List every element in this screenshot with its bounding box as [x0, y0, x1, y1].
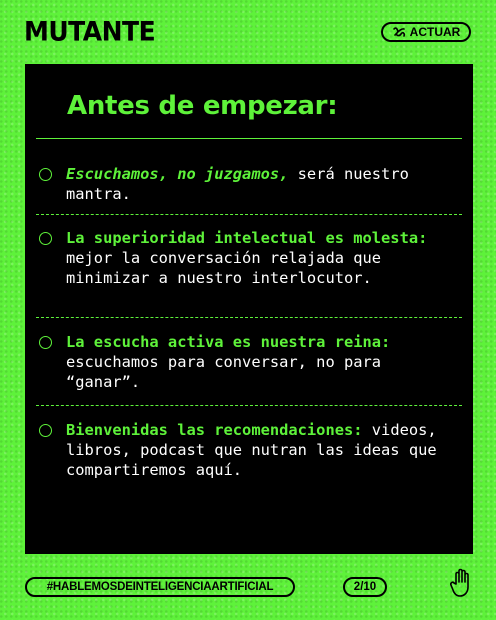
- scribble-icon: [392, 25, 406, 39]
- dashed-divider: [36, 405, 462, 406]
- circle-bullet-icon: [39, 424, 52, 437]
- list-item-highlight: Bienvenidas las recomendaciones:: [66, 421, 363, 439]
- circle-bullet-icon: [39, 336, 52, 349]
- list-item-body: escuchamos para conversar, no para “ganar”.: [66, 353, 382, 391]
- list-item-highlight: La escucha activa es nuestra reina:: [66, 333, 391, 351]
- list-item: [39, 164, 459, 204]
- page-indicator: 2/10: [343, 577, 387, 597]
- actuar-button[interactable]: [381, 22, 471, 42]
- brand-logo: MUTANTE: [24, 16, 156, 47]
- rules-card: [25, 64, 473, 554]
- list-item: [39, 332, 459, 392]
- actuar-button-label: ACTUAR: [409, 25, 461, 39]
- list-item-text: [66, 228, 459, 288]
- title-divider: [36, 138, 462, 139]
- hand-icon: [450, 568, 472, 598]
- circle-bullet-icon: [39, 168, 52, 181]
- list-item-body: videos, libros, podcast que nutran las ideas que compartiremos aquí.: [66, 421, 437, 479]
- card-title: Antes de empezar:: [67, 91, 338, 121]
- list-item-body: mejor la conversación relajada que minimizar a nuestro interlocutor.: [66, 249, 382, 287]
- dashed-divider: [36, 214, 462, 215]
- circle-bullet-icon: [39, 232, 52, 245]
- list-item-text: [66, 332, 459, 392]
- list-item-text: [66, 420, 459, 480]
- list-item-body: será nuestro mantra.: [66, 165, 409, 203]
- list-item: [39, 420, 459, 480]
- list-item-highlight: Escuchamos, no juzgamos,: [66, 165, 289, 183]
- hashtag-pill: #HABLEMOSDEINTELIGENCIAARTIFICIAL: [25, 577, 295, 597]
- list-item-text: [66, 164, 459, 204]
- list-item: [39, 228, 459, 288]
- dashed-divider: [36, 317, 462, 318]
- list-item-highlight: La superioridad intelectual es molesta:: [66, 229, 428, 247]
